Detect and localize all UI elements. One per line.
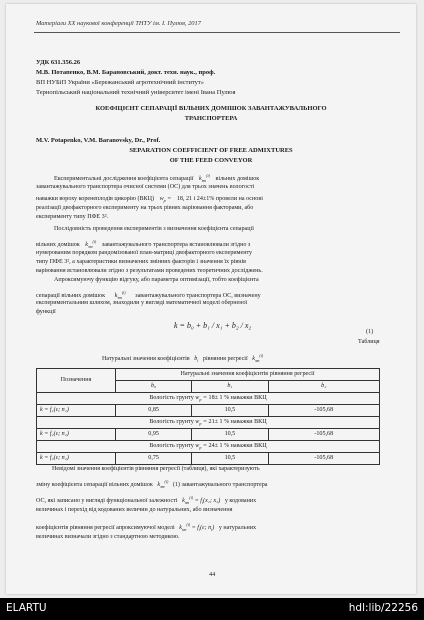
group-label: Вологість грунту bbox=[149, 394, 194, 401]
title-uk-line2: ТРАНСПОРТЕРА bbox=[184, 115, 238, 122]
coefficients-table bbox=[36, 368, 380, 465]
regression-formula: k = b₀ + b₁ / x₁ + b₂ / x₂ bbox=[174, 321, 252, 330]
affiliation-2: Тернопільський національний технічний університет імені Івана Пулюя bbox=[36, 89, 236, 96]
after-text-1c: (1) завантажувального транспортера bbox=[172, 482, 268, 489]
p5-line3: функції bbox=[36, 309, 56, 315]
table-caption-b: рівняння регресії bbox=[202, 356, 248, 363]
after-text-4b: у натуральних bbox=[218, 525, 257, 532]
group-cond: 24± 1 % наважки ВКЦ bbox=[208, 442, 267, 449]
header-b2: b₂ bbox=[268, 381, 379, 393]
p3-text-a2: завантажувального транспортера встановлювали згідно з bbox=[101, 242, 251, 249]
after-text-1b: зміну коефіцієнта сепарації вільних домішок bbox=[36, 482, 153, 489]
cell-b1: 10,5 bbox=[192, 405, 268, 417]
after-line2 bbox=[36, 480, 268, 489]
title-uk-line1: КОЕФІЦІЄНТ СЕПАРАЦІЇ ВІЛЬНИХ ДОМІШОК ЗАВАНТАЖУВАЛЬНОГО bbox=[95, 105, 327, 112]
group-condition bbox=[37, 441, 380, 453]
table-caption bbox=[102, 354, 263, 363]
header-b1: b₁ bbox=[192, 381, 268, 393]
bi-symbol: $b_i$ bbox=[194, 356, 199, 364]
title-en-line1: SEPARATION COEFFICIENT OF FREE ADMIXTURES bbox=[129, 147, 293, 154]
table-row bbox=[37, 453, 380, 465]
cell-b2: -105,68 bbox=[268, 405, 379, 417]
kc-symbol-4: $k_{зт}^{(i)}$ bbox=[252, 353, 264, 364]
affiliation-1: ВП НУБіП України «Бережанський агротехнічний інститут» bbox=[36, 79, 205, 86]
wp-symbol: $w_p$ = bbox=[159, 196, 172, 204]
p1-text-c: наважки вороху коренеплодів цикорію (ВКЦ) bbox=[36, 196, 155, 202]
func-symbol-1: $k_{зт}^{(i)} = f_i(x_1$; x₂) bbox=[182, 495, 221, 506]
kc-symbol: $k_{зт}^{(i)}$ bbox=[199, 173, 210, 184]
repository-footer-bar bbox=[0, 598, 424, 620]
after-line5 bbox=[36, 523, 256, 532]
repository-name: ELARTU bbox=[6, 602, 47, 614]
group-label: Вологість грунту bbox=[149, 418, 194, 425]
table-row bbox=[37, 429, 380, 441]
table-caption-a: Натуральні значення коефіцієнтів bbox=[102, 356, 190, 363]
after-text-2b: у кодованих bbox=[224, 498, 257, 505]
wp-symbol-row: $w_p$ = bbox=[195, 442, 207, 451]
table-header-row bbox=[37, 369, 380, 381]
after-line4: величинах і перехід від кодованих величин до натуральних, або визначення bbox=[36, 507, 233, 513]
p5-text-a2: завантажувального транспортера ОС, визначену bbox=[135, 293, 261, 300]
document-page bbox=[6, 4, 416, 594]
header-group: Натуральні значення коефіцієнтів рівняння регресії bbox=[116, 369, 380, 381]
after-text-2a: ОС, які записано у вигляді функціональної залежності bbox=[36, 498, 178, 505]
p5-line2: експериментальним шляхом, знаходили у вигляді математичної моделі оберненої bbox=[36, 300, 248, 306]
p1-text-a: Експериментальні дослідження коефіцієнта сепарації bbox=[54, 176, 194, 183]
group-label: Вологість грунту bbox=[149, 442, 194, 449]
p5-line1 bbox=[36, 291, 261, 300]
p2-line1: Послідовність проведення експериментів з визначення коефіцієнта сепарації bbox=[54, 226, 254, 232]
p3-line1 bbox=[36, 240, 250, 249]
p1-text-a2: вільних домішок bbox=[215, 176, 260, 183]
kc-symbol-5: $k_{зт}^{(i)}$ bbox=[157, 479, 169, 490]
group-condition bbox=[37, 393, 380, 405]
header-name: Позначення bbox=[37, 369, 116, 393]
p3-line2: нумерованим порядком рандомізованої план-матриці двофакторного експерименту bbox=[36, 250, 253, 256]
row-label: k = f₃(ε; n₂) bbox=[37, 453, 116, 465]
group-cond: 18± 1 % наважки ВКЦ bbox=[208, 394, 267, 401]
authors-uk: М.В. Потапенко, В.М. Барановський, докт. техн. наук., проф. bbox=[36, 69, 216, 76]
after-line1: Невідомі значення коефіцієнтів рівняння регресії (таблиця), які характеризують bbox=[52, 466, 260, 472]
conference-header: Матеріали XX наукової конференції ТНТУ ім. І. Пулюя, 2017 bbox=[36, 20, 201, 27]
table-group-row bbox=[37, 441, 380, 453]
p1-line5: експерименту типу ПФЕ 3². bbox=[36, 214, 109, 220]
table-row bbox=[37, 405, 380, 417]
kc-symbol-2: $k_{зт}^{(i)}$ bbox=[85, 239, 97, 250]
title-en-line2: OF THE FEED CONVEYOR bbox=[169, 157, 253, 164]
wp-symbol-row: $w_p$ = bbox=[195, 418, 207, 427]
row-label: k = f₁(ε; n₁) bbox=[37, 405, 116, 417]
p1-line2: завантажувального транспортера очисної системи (ОС) для трьох значень вологості bbox=[36, 184, 255, 190]
after-line6: величинах визначали згідно з стандартною методикою. bbox=[36, 534, 180, 540]
p5-text-a: сепарації вільних домішок bbox=[36, 293, 106, 300]
table-group-row bbox=[37, 393, 380, 405]
kc-symbol-3: $k_{зт}^{(i)}$ bbox=[114, 290, 126, 301]
after-text-4a: коефіцієнтів рівняння регресії апроксимуючої моделі bbox=[36, 525, 175, 532]
table-word: Таблиця bbox=[358, 339, 380, 345]
udk-code: УДК 631.356.26 bbox=[36, 59, 81, 66]
wp-symbol-row: $w_p$ = bbox=[195, 394, 207, 403]
group-condition bbox=[37, 417, 380, 429]
formula-number: (1) bbox=[366, 329, 374, 335]
p1-line1 bbox=[54, 174, 259, 183]
cell-b2: -105,68 bbox=[268, 429, 379, 441]
p1-line3 bbox=[36, 196, 263, 203]
authors-en: M.V. Potapenko, V.M. Baranovsky, Dr., Prof. bbox=[36, 137, 161, 144]
cell-b1: 10,5 bbox=[192, 453, 268, 465]
header-b0: b₀ bbox=[116, 381, 192, 393]
func-symbol-2: $k_{зт}^{(i)} = f_i(\varepsilon$; $n_i$) bbox=[179, 522, 215, 533]
row-label: k = f₂(ε; n₂) bbox=[37, 429, 116, 441]
p3-text-a: вільних домішок bbox=[36, 242, 80, 249]
cell-b0: 0,95 bbox=[116, 429, 192, 441]
p4-line1: Апроксимуючу функцію відгуку, або параметра оптимізації, тобто коефіцієнта bbox=[54, 277, 259, 283]
p3-line3: типу ПФЕ 3², а характеристики визначених змінних факторів і значення їх рівнів bbox=[36, 259, 247, 265]
handle-id: hdl:lib/22256 bbox=[348, 602, 418, 614]
cell-b2: -105,68 bbox=[268, 453, 379, 465]
group-cond: 21± 1 % наважки ВКЦ bbox=[208, 418, 267, 425]
after-line3 bbox=[36, 496, 256, 505]
p3-line4: варіювання встановлювали згідно з результатами проведених теоретичних досліджень. bbox=[36, 268, 263, 274]
header-rule bbox=[34, 32, 400, 33]
table-group-row bbox=[37, 417, 380, 429]
p1-text-c2: 18, 21 і 24±1% провели на основі bbox=[176, 196, 263, 202]
cell-b1: 10,5 bbox=[192, 429, 268, 441]
cell-b0: 0,85 bbox=[116, 405, 192, 417]
cell-b0: 0,75 bbox=[116, 453, 192, 465]
p1-line4: реалізації двофакторного експерименту на трьох рівнях варіювання факторами, або bbox=[36, 205, 254, 211]
page-number: 44 bbox=[209, 571, 216, 578]
